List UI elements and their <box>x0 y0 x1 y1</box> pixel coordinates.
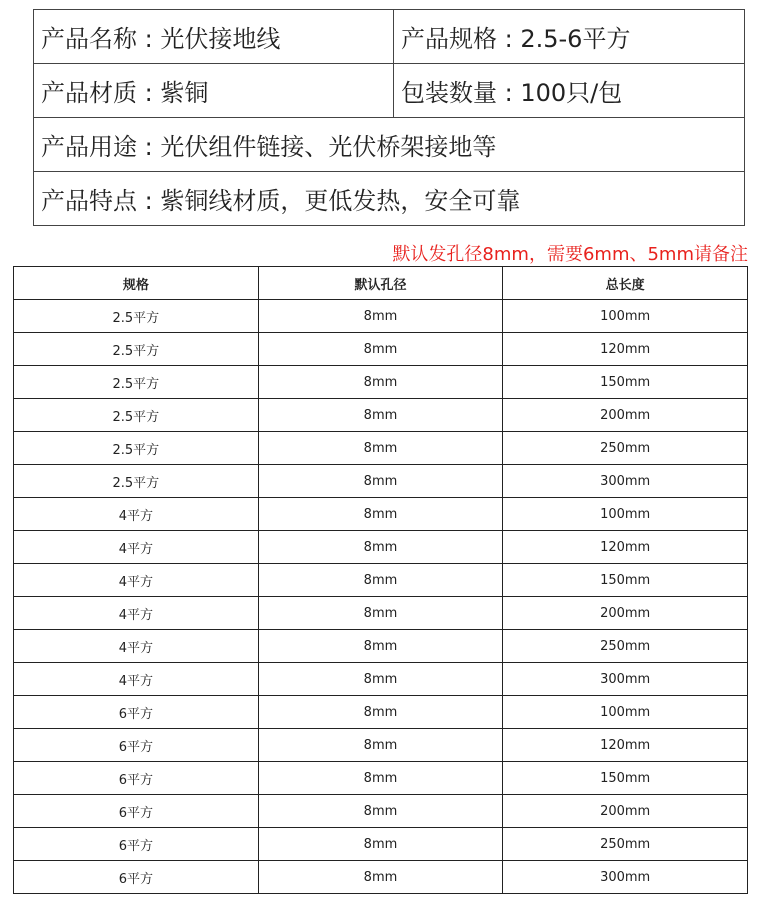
hole-cell: 8mm <box>258 465 503 498</box>
spec-table <box>13 266 748 894</box>
table-row <box>14 795 748 828</box>
spec-cell: 6平方 <box>14 696 259 729</box>
hole-cell: 8mm <box>258 531 503 564</box>
hole-cell: 8mm <box>258 630 503 663</box>
hole-cell: 8mm <box>258 729 503 762</box>
length-cell: 250mm <box>503 432 748 465</box>
spec-cell: 6平方 <box>14 861 259 894</box>
length-cell: 120mm <box>503 729 748 762</box>
table-row <box>14 861 748 894</box>
table-row <box>14 729 748 762</box>
spec-cell: 4平方 <box>14 597 259 630</box>
package-quantity: 包装数量 : 100只/包 <box>394 64 745 118</box>
length-cell: 150mm <box>503 762 748 795</box>
table-row <box>14 762 748 795</box>
hole-cell: 8mm <box>258 762 503 795</box>
table-row <box>14 696 748 729</box>
spec-cell: 2.5平方 <box>14 465 259 498</box>
product-name: 产品名称 : 光伏接地线 <box>34 10 394 64</box>
hole-cell: 8mm <box>258 861 503 894</box>
table-row <box>14 828 748 861</box>
spec-cell: 6平方 <box>14 795 259 828</box>
table-row <box>14 498 748 531</box>
table-row <box>14 630 748 663</box>
hole-cell: 8mm <box>258 366 503 399</box>
table-row <box>14 597 748 630</box>
length-cell: 120mm <box>503 531 748 564</box>
spec-cell: 6平方 <box>14 828 259 861</box>
spec-cell: 4平方 <box>14 498 259 531</box>
header-length: 总长度 <box>503 267 748 300</box>
hole-cell: 8mm <box>258 828 503 861</box>
length-cell: 200mm <box>503 399 748 432</box>
product-spec: 产品规格 : 2.5-6平方 <box>394 10 745 64</box>
table-row <box>14 465 748 498</box>
product-features: 产品特点 : 紫铜线材质，更低发热，安全可靠 <box>34 172 745 226</box>
spec-cell: 6平方 <box>14 729 259 762</box>
table-row <box>14 333 748 366</box>
length-cell: 100mm <box>503 498 748 531</box>
product-usage: 产品用途 : 光伏组件链接、光伏桥架接地等 <box>34 118 745 172</box>
length-cell: 150mm <box>503 366 748 399</box>
spec-cell: 4平方 <box>14 663 259 696</box>
hole-cell: 8mm <box>258 663 503 696</box>
spec-cell: 2.5平方 <box>14 399 259 432</box>
table-row <box>14 531 748 564</box>
table-row <box>14 399 748 432</box>
spec-cell: 2.5平方 <box>14 300 259 333</box>
spec-cell: 2.5平方 <box>14 333 259 366</box>
header-spec: 规格 <box>14 267 259 300</box>
spec-cell: 2.5平方 <box>14 366 259 399</box>
hole-cell: 8mm <box>258 597 503 630</box>
length-cell: 100mm <box>503 696 748 729</box>
table-row <box>14 663 748 696</box>
hole-cell: 8mm <box>258 498 503 531</box>
hole-cell: 8mm <box>258 300 503 333</box>
hole-cell: 8mm <box>258 795 503 828</box>
hole-cell: 8mm <box>258 564 503 597</box>
length-cell: 100mm <box>503 300 748 333</box>
product-info-table <box>33 9 745 226</box>
hole-cell: 8mm <box>258 432 503 465</box>
length-cell: 300mm <box>503 663 748 696</box>
hole-cell: 8mm <box>258 399 503 432</box>
length-cell: 200mm <box>503 795 748 828</box>
hole-size-note: 默认发孔径8mm，需要6mm、5mm请备注 <box>392 244 748 265</box>
spec-cell: 6平方 <box>14 762 259 795</box>
spec-cell: 4平方 <box>14 564 259 597</box>
table-row <box>14 366 748 399</box>
hole-cell: 8mm <box>258 696 503 729</box>
length-cell: 250mm <box>503 630 748 663</box>
table-row <box>14 564 748 597</box>
table-row <box>14 432 748 465</box>
length-cell: 300mm <box>503 465 748 498</box>
spec-cell: 4平方 <box>14 531 259 564</box>
table-row <box>14 300 748 333</box>
length-cell: 300mm <box>503 861 748 894</box>
length-cell: 200mm <box>503 597 748 630</box>
header-hole: 默认孔径 <box>258 267 503 300</box>
spec-cell: 4平方 <box>14 630 259 663</box>
length-cell: 150mm <box>503 564 748 597</box>
length-cell: 120mm <box>503 333 748 366</box>
spec-cell: 2.5平方 <box>14 432 259 465</box>
hole-cell: 8mm <box>258 333 503 366</box>
product-material: 产品材质 : 紫铜 <box>34 64 394 118</box>
length-cell: 250mm <box>503 828 748 861</box>
